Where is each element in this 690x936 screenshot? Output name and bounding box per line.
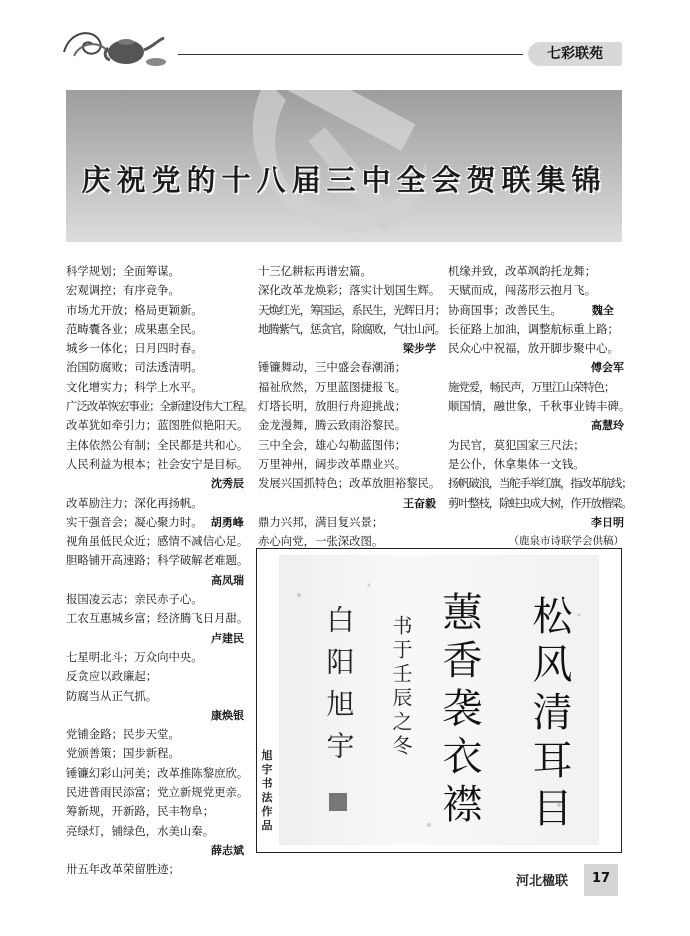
- couplet-line: 治国防腐败；司法透清明。: [66, 360, 203, 375]
- author-name: 傅会军: [591, 361, 624, 375]
- calligraphy-inscription: 书于壬辰之冬: [389, 615, 413, 759]
- author-name: 康焕银: [211, 708, 244, 722]
- couplet-line: 广泛改革恢宏事业；全新建设伟大工程。: [66, 399, 254, 414]
- calligraphy-artwork: [256, 548, 622, 853]
- author-name: 李日明: [591, 515, 624, 529]
- author-name: 高慧玲: [591, 419, 624, 433]
- couplet-line: 是公仆，休拿集体一文钱。: [448, 456, 585, 471]
- couplet-line: 报国凌云志；亲民赤子心。: [66, 592, 203, 607]
- couplet-line: 长征路上加油，调整航标重上路；: [448, 321, 619, 336]
- couplet-line: 人民利益为根本；社会安宁是目标。: [66, 456, 249, 471]
- author-name: 魏全: [591, 303, 614, 317]
- couplet-line: 为民官，莫犯国家三尺法；: [448, 437, 585, 452]
- calligraphy-line-1: 松风清耳目: [526, 595, 572, 835]
- couplet-line: 赤心向党，一张深改图。: [258, 534, 384, 549]
- couplet-line: 机缘并致，改革飒韵托龙舞；: [448, 264, 597, 278]
- couplet-line: 施党爱，畅民声，万里江山荣特色；: [448, 379, 615, 394]
- couplet-line: [66, 513, 244, 532]
- couplet-line: 改革励注力；深化再扬帆。: [66, 495, 203, 510]
- page-number: 17: [592, 871, 611, 886]
- couplet-text: 协商国事；改善民生。: [448, 302, 562, 317]
- couplet-line: 城乡一体化；日月四时春。: [66, 341, 203, 356]
- couplet-line: 党颁善策；国步新程。: [66, 746, 180, 761]
- couplet-line: 工农互惠城乡富；经济腾飞日月甜。: [66, 611, 249, 626]
- couplet-line: 反贪应以政廉起；: [66, 669, 158, 684]
- seal-stamp: [329, 793, 347, 811]
- decorative-teapot-ornament-icon: [60, 22, 172, 70]
- section-label: 七彩联苑: [528, 42, 622, 66]
- couplet-line: 党铺金路；民步天堂。: [66, 727, 180, 742]
- couplet-line: 视角虽低民众近；感情不减信心足。: [66, 534, 249, 549]
- author-name: 沈秀辰: [211, 477, 244, 491]
- couplet-line: 剪叶整枝，除蛀虫成大树，作开放楷梁。: [448, 495, 632, 510]
- couplet-line: 防腐当从正气抓。: [66, 688, 158, 703]
- couplet-column-2: [258, 262, 446, 551]
- couplet-line: 文化增实力；科学上水平。: [66, 379, 203, 394]
- couplet-text: 实干强音会；凝心聚力时。: [66, 514, 203, 529]
- couplet-line: 地腾紫气，惩贪官，除腐败，气壮山河。: [258, 321, 446, 336]
- couplet-line: 锤镰幻彩山河美；改革推陈黎庶欣。: [66, 765, 249, 780]
- couplet-line: 发展兴国抓特色；改革放胆裕黎民。: [258, 476, 441, 491]
- source-credit: （鹿泉市诗联学会供稿）: [508, 535, 624, 548]
- couplet-line: 民众心中祝福，放开脚步聚中心。: [448, 341, 619, 356]
- couplet-line: 万里神州，阔步改革鼎业兴。: [258, 456, 407, 471]
- calligraphy-line-2: 蕙香袭衣襟: [436, 591, 482, 831]
- couplet-column-3: [448, 262, 632, 551]
- couplet-line: 金龙漫舞，腾云致雨浴黎民。: [258, 418, 407, 433]
- couplet-line: 主体依然公有制；全民都是共和心。: [66, 437, 249, 452]
- couplet-line: 七星明北斗；万众向中央。: [66, 649, 203, 664]
- calligraphy-strokes: [279, 555, 599, 845]
- calligraphy-paper: [279, 555, 599, 845]
- couplet-line: 科学规划；全面筹谋。: [66, 264, 180, 278]
- calligraphy-signature: 白阳旭宇: [322, 605, 356, 773]
- couplet-line: 十三亿耕耘再谱宏篇。: [258, 264, 372, 278]
- couplet-line: 卅五年改革荣留胜迹；: [66, 862, 180, 877]
- author-name: 卢建民: [211, 631, 244, 645]
- author-name: 薛志斌: [211, 843, 244, 857]
- couplet-line: 民进普雨民添富；党立新规党更亲。: [66, 785, 249, 800]
- couplet-line: 筹新规，开新路，民丰物阜；: [66, 804, 215, 819]
- couplet-line: 亮绿灯，铺绿色，水美山秦。: [66, 823, 215, 838]
- couplet-line: 天赋而成，闯荡形云抱月飞。: [448, 283, 597, 298]
- title-banner: [66, 90, 622, 242]
- couplet-line: 深化改革龙焕彩；落实计划国生辉。: [258, 283, 441, 298]
- couplet-line: 宏观调控；有序竞争。: [66, 283, 180, 298]
- author-name: 梁步学: [403, 342, 436, 356]
- couplet-line: 天焕红光，筹国运，系民生，光辉日月；: [258, 302, 446, 317]
- author-name: 王奋毅: [403, 496, 436, 510]
- couplet-line: 锤镰舞动，三中盛会春潮涌；: [258, 360, 407, 375]
- couplet-column-1: [66, 262, 254, 880]
- header-rule: [178, 54, 523, 55]
- artwork-caption: 旭 宇 书 法 作 品: [261, 749, 273, 832]
- page-title: 庆祝党的十八届三中全会贺联集锦: [81, 163, 607, 197]
- magazine-name: 河北楹联: [516, 874, 569, 889]
- author-name: 高凤瑞: [211, 573, 244, 587]
- couplet-line: 胆略铺开高速路；科学破解老难题。: [66, 553, 249, 568]
- couplet-line: [448, 301, 624, 320]
- couplet-line: 范畴囊各业；成果惠全民。: [66, 321, 203, 336]
- couplet-line: 改革犹如牵引力；蓝图胜似艳阳天。: [66, 418, 249, 433]
- couplet-line: 三中全会，雄心勾勒蓝图伟；: [258, 437, 407, 452]
- author-name: 胡勇峰: [210, 515, 244, 529]
- couplet-line: 灯塔长明，放胆行舟迎挑战；: [258, 399, 407, 414]
- couplet-line: 市场尤开放；格局更颖新。: [66, 302, 203, 317]
- couplet-line: 扬帆破浪，当舵手举红旗，指改革航线；: [448, 476, 632, 491]
- couplet-line: 顺国情，融世象，千秋事业铸丰碑。: [448, 399, 631, 414]
- couplet-line: 鼎力兴邦，满目复兴景；: [258, 514, 384, 529]
- couplet-line: 福祉欣然，万里蓝图捷报飞。: [258, 379, 407, 394]
